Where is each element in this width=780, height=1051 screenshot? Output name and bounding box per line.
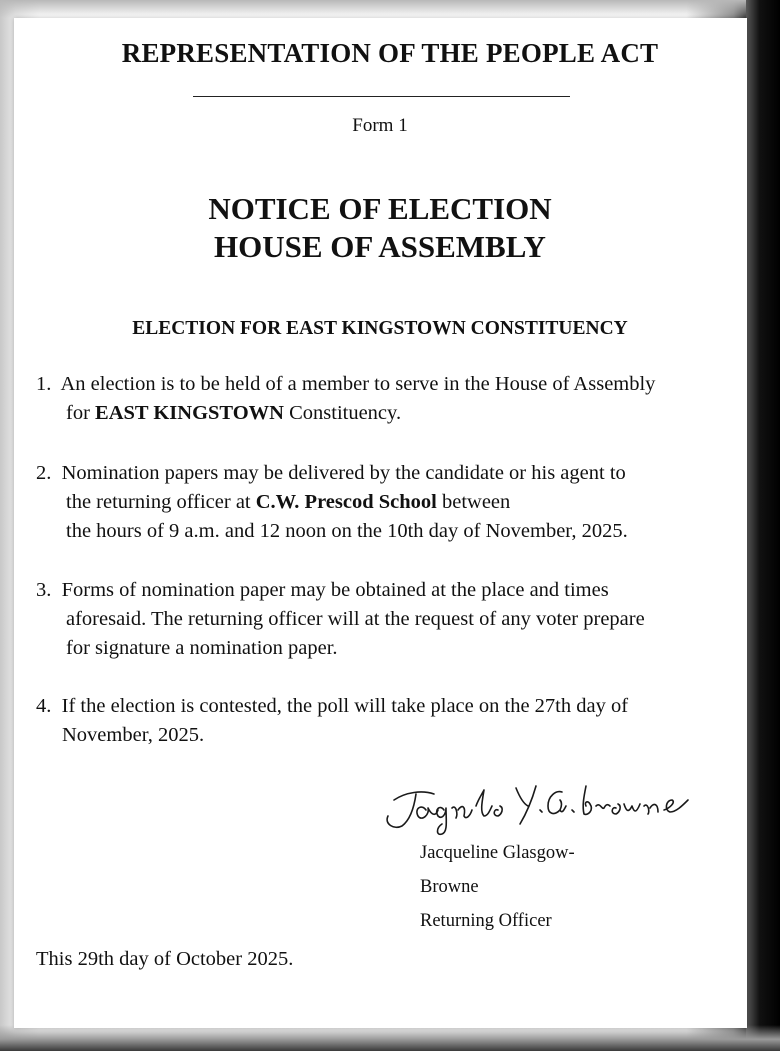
clause-1 [36,370,655,428]
clause-text: If the election is contested, the poll will take place on the 27th day of [61,695,629,717]
clause-text: for [66,402,96,424]
top-shadow [0,0,780,18]
constituency-name: EAST KINGSTOWN [95,402,284,424]
clause-2 [36,459,628,546]
notice-title-line2: HOUSE OF ASSEMBLY [214,229,546,264]
clause-1-line2 [36,399,655,428]
clause-2-line3: the hours of 9 a.m. and 12 noon on the 10th day of November, 2025. [66,520,628,542]
clause-text: Constituency. [283,402,402,424]
form-label: Form 1 [352,115,408,136]
title-divider [193,96,570,97]
officer-name-line1: Jacqueline Glasgow- [420,843,575,863]
clause-text: Nomination papers may be delivered by the candidate or his agent to [61,462,626,484]
clause-4 [36,692,628,750]
clause-4-line1 [36,692,628,721]
clause-number: 2. [36,462,52,484]
officer-title: Returning Officer [420,911,552,931]
constituency-heading: ELECTION FOR EAST KINGSTOWN CONSTITUENCY [132,318,628,339]
act-title: REPRESENTATION OF THE PEOPLE ACT [121,38,659,68]
clause-text: between [436,491,511,513]
clause-number: 4. [36,695,52,717]
notice-date: This 29th day of October 2025. [36,948,294,970]
handwritten-signature [376,770,696,840]
clause-number: 3. [36,579,52,601]
signature-block [420,836,575,938]
clause-number: 1. [36,373,52,395]
bottom-shadow [0,1025,780,1051]
clause-3-line3: for signature a nomination paper. [66,637,338,659]
clause-text: An election is to be held of a member to serve in the House of Assembly [60,373,656,395]
nomination-venue: C.W. Prescod School [255,491,437,513]
clause-2-line2 [36,488,628,517]
clause-text: Forms of nomination paper may be obtained at the place and times [61,579,609,601]
notice-title [0,190,760,266]
clause-3-line1 [36,576,645,605]
clause-text: the returning officer at [66,491,256,513]
clause-3 [36,576,645,663]
clause-3-line2: aforesaid. The returning officer will at the request of any voter prepare [66,608,645,630]
clause-1-line1 [36,370,655,399]
officer-name-line2: Browne [420,877,479,897]
notice-title-line1: NOTICE OF ELECTION [208,191,552,226]
clause-4-line2: November, 2025. [62,724,205,746]
right-shadow [746,0,780,1051]
clause-2-line1 [36,459,628,488]
